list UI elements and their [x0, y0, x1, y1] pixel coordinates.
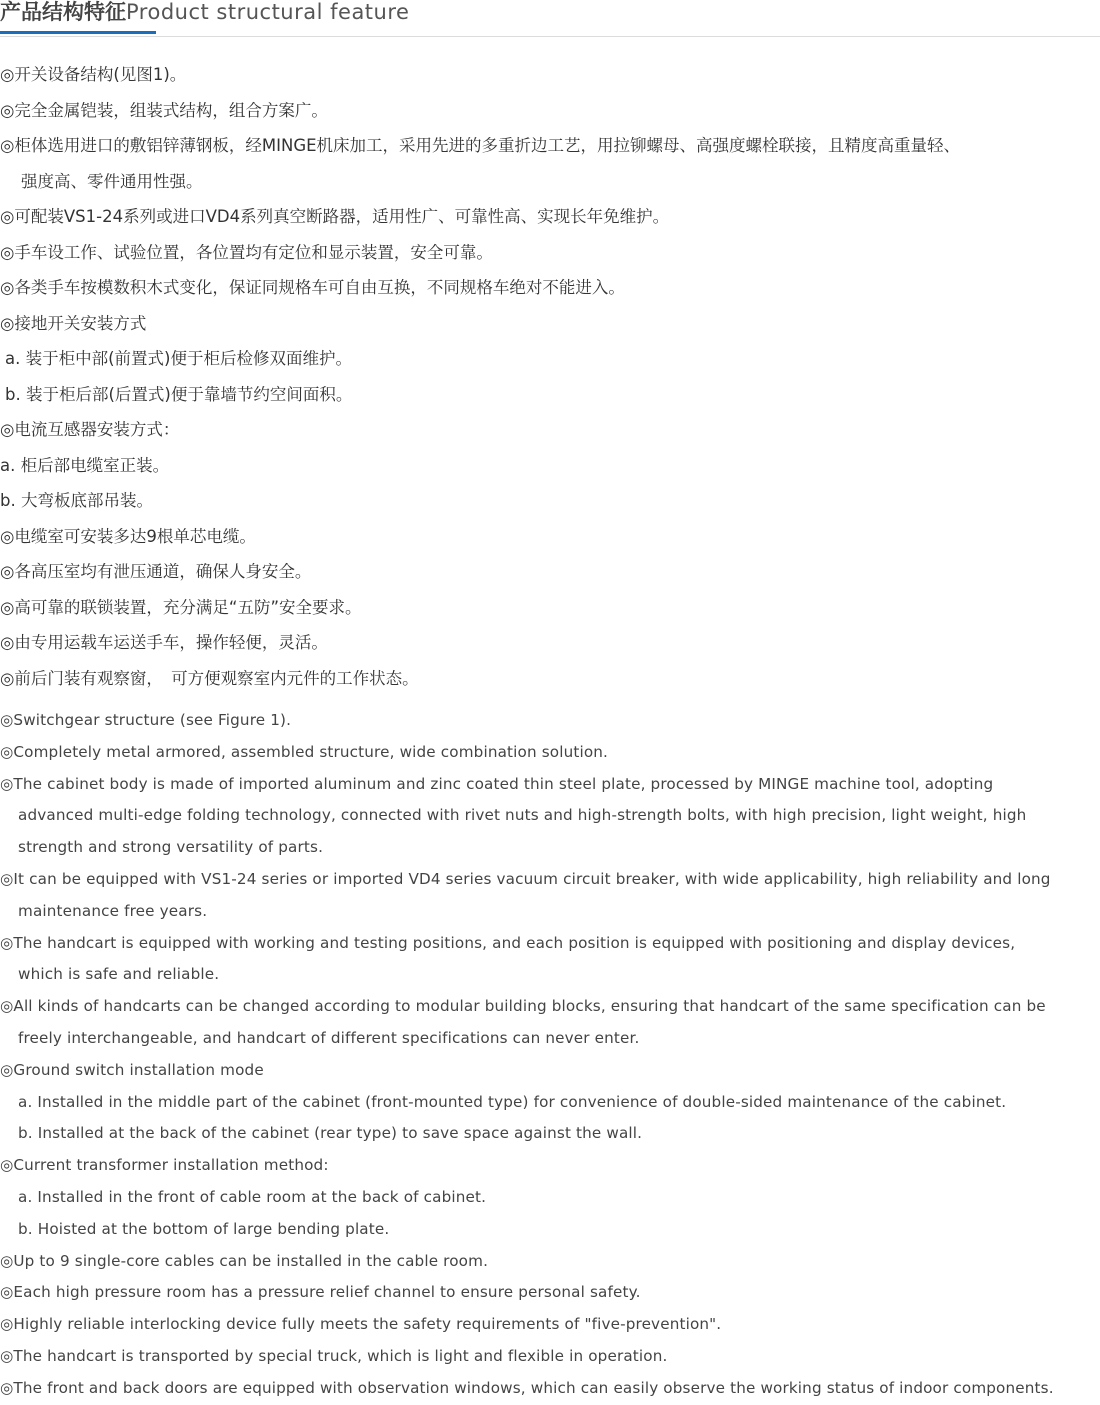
english-feature-list: [0, 705, 1100, 1405]
en-feature-continuation: freely interchangeable, and handcart of different specifications can never enter.: [18, 1028, 640, 1047]
cn-feature-item: ◎由专用运载车运送手车，操作轻便，灵活。: [0, 633, 328, 652]
cn-feature-item: ◎开关设备结构(见图1)。: [0, 65, 187, 84]
en-feature-item: ◎Up to 9 single-core cables can be installed in the cable room.: [0, 1251, 489, 1270]
en-feature-item: ◎The front and back doors are equipped with observation windows, which can easily observe the working status of indoor components.: [0, 1378, 1054, 1397]
section-header: [0, 0, 1100, 37]
en-feature-continuation: which is safe and reliable.: [18, 965, 220, 984]
cn-sub-item: b. 大弯板底部吊装。: [0, 491, 153, 510]
en-feature-item: ◎The handcart is equipped with working and testing positions, and each position is equipped with positioning and display devices,: [0, 933, 1016, 952]
en-sub-item: a. Installed in the front of cable room at the back of cabinet.: [18, 1187, 487, 1206]
en-sub-item: a. Installed in the middle part of the cabinet (front-mounted type) for convenience of double-sided maintenance of the cabinet.: [18, 1092, 1007, 1111]
section-title-cn: 产品结构特征: [0, 0, 126, 24]
en-sub-item: b. Hoisted at the bottom of large bending plate.: [18, 1219, 390, 1238]
title-accent-underline: [0, 31, 156, 34]
en-feature-continuation: maintenance free years.: [18, 901, 208, 920]
cn-feature-item: ◎各高压室均有泄压通道，确保人身安全。: [0, 562, 312, 581]
cn-feature-item: ◎各类手车按模数积木式变化，保证同规格车可自由互换，不同规格车绝对不能进入。: [0, 278, 625, 297]
en-feature-continuation: advanced multi-edge folding technology, connected with rivet nuts and high-strength bolts, with high precision, light weight, high: [18, 806, 1027, 825]
cn-feature-item: ◎可配装VS1-24系列或进口VD4系列真空断路器，适用性广、可靠性高、实现长年免维护。: [0, 207, 670, 226]
cn-sub-item: a. 装于柜中部(前置式)便于柜后检修双面维护。: [5, 349, 352, 368]
en-feature-item: ◎The handcart is transported by special truck, which is light and flexible in operation.: [0, 1346, 668, 1365]
en-feature-item: ◎Switchgear structure (see Figure 1).: [0, 711, 292, 729]
section-title-en: Product structural feature: [126, 0, 410, 24]
cn-feature-item: ◎电缆室可安装多达9根单芯电缆。: [0, 526, 256, 546]
cn-feature-item: ◎手车设工作、试验位置，各位置均有定位和显示装置，安全可靠。: [0, 242, 493, 262]
en-feature-item: ◎Highly reliable interlocking device fully meets the safety requirements of "five-prevention".: [0, 1315, 722, 1334]
cn-feature-item: ◎接地开关安装方式: [0, 313, 147, 333]
chinese-feature-list: [0, 57, 1100, 696]
en-feature-continuation: strength and strong versatility of parts.: [18, 838, 324, 857]
en-feature-item: ◎All kinds of handcarts can be changed according to modular building blocks, ensuring that handcart of the same specification can be: [0, 997, 1046, 1016]
en-feature-item: ◎It can be equipped with VS1-24 series or imported VD4 series vacuum circuit breaker, with wide applicability, high reliability and long: [0, 869, 1051, 888]
en-feature-item: ◎Completely metal armored, assembled structure, wide combination solution.: [0, 742, 609, 761]
en-feature-item: ◎Ground switch installation mode: [0, 1060, 264, 1079]
cn-sub-item: a. 柜后部电缆室正装。: [0, 455, 170, 475]
en-sub-item: b. Installed at the back of the cabinet (rear type) to save space against the wall.: [18, 1124, 643, 1143]
cn-feature-item: ◎前后门装有观察窗， 可方便观察室内元件的工作状态。: [0, 668, 419, 688]
cn-feature-item: ◎电流互感器安装方式：: [0, 420, 180, 439]
cn-feature-item: ◎高可靠的联锁装置，充分满足“五防”安全要求。: [0, 597, 362, 617]
cn-feature-continuation: 强度高、零件通用性强。: [21, 171, 203, 191]
en-feature-item: ◎Each high pressure room has a pressure relief channel to ensure personal safety.: [0, 1283, 641, 1302]
en-feature-item: ◎Current transformer installation method:: [0, 1156, 329, 1175]
section-title: [0, 0, 409, 27]
cn-feature-item: ◎柜体选用进口的敷铝锌薄钢板，经MINGE机床加工，采用先进的多重折边工艺，用拉铆螺母、高强度螺栓联接，且精度高重量轻、: [0, 136, 961, 155]
cn-sub-item: b. 装于柜后部(后置式)便于靠墙节约空间面积。: [5, 384, 353, 404]
cn-feature-item: ◎完全金属铠装，组装式结构，组合方案广。: [0, 100, 328, 120]
en-feature-item: ◎The cabinet body is made of imported aluminum and zinc coated thin steel plate, processed by MINGE machine tool, adopting: [0, 774, 994, 793]
